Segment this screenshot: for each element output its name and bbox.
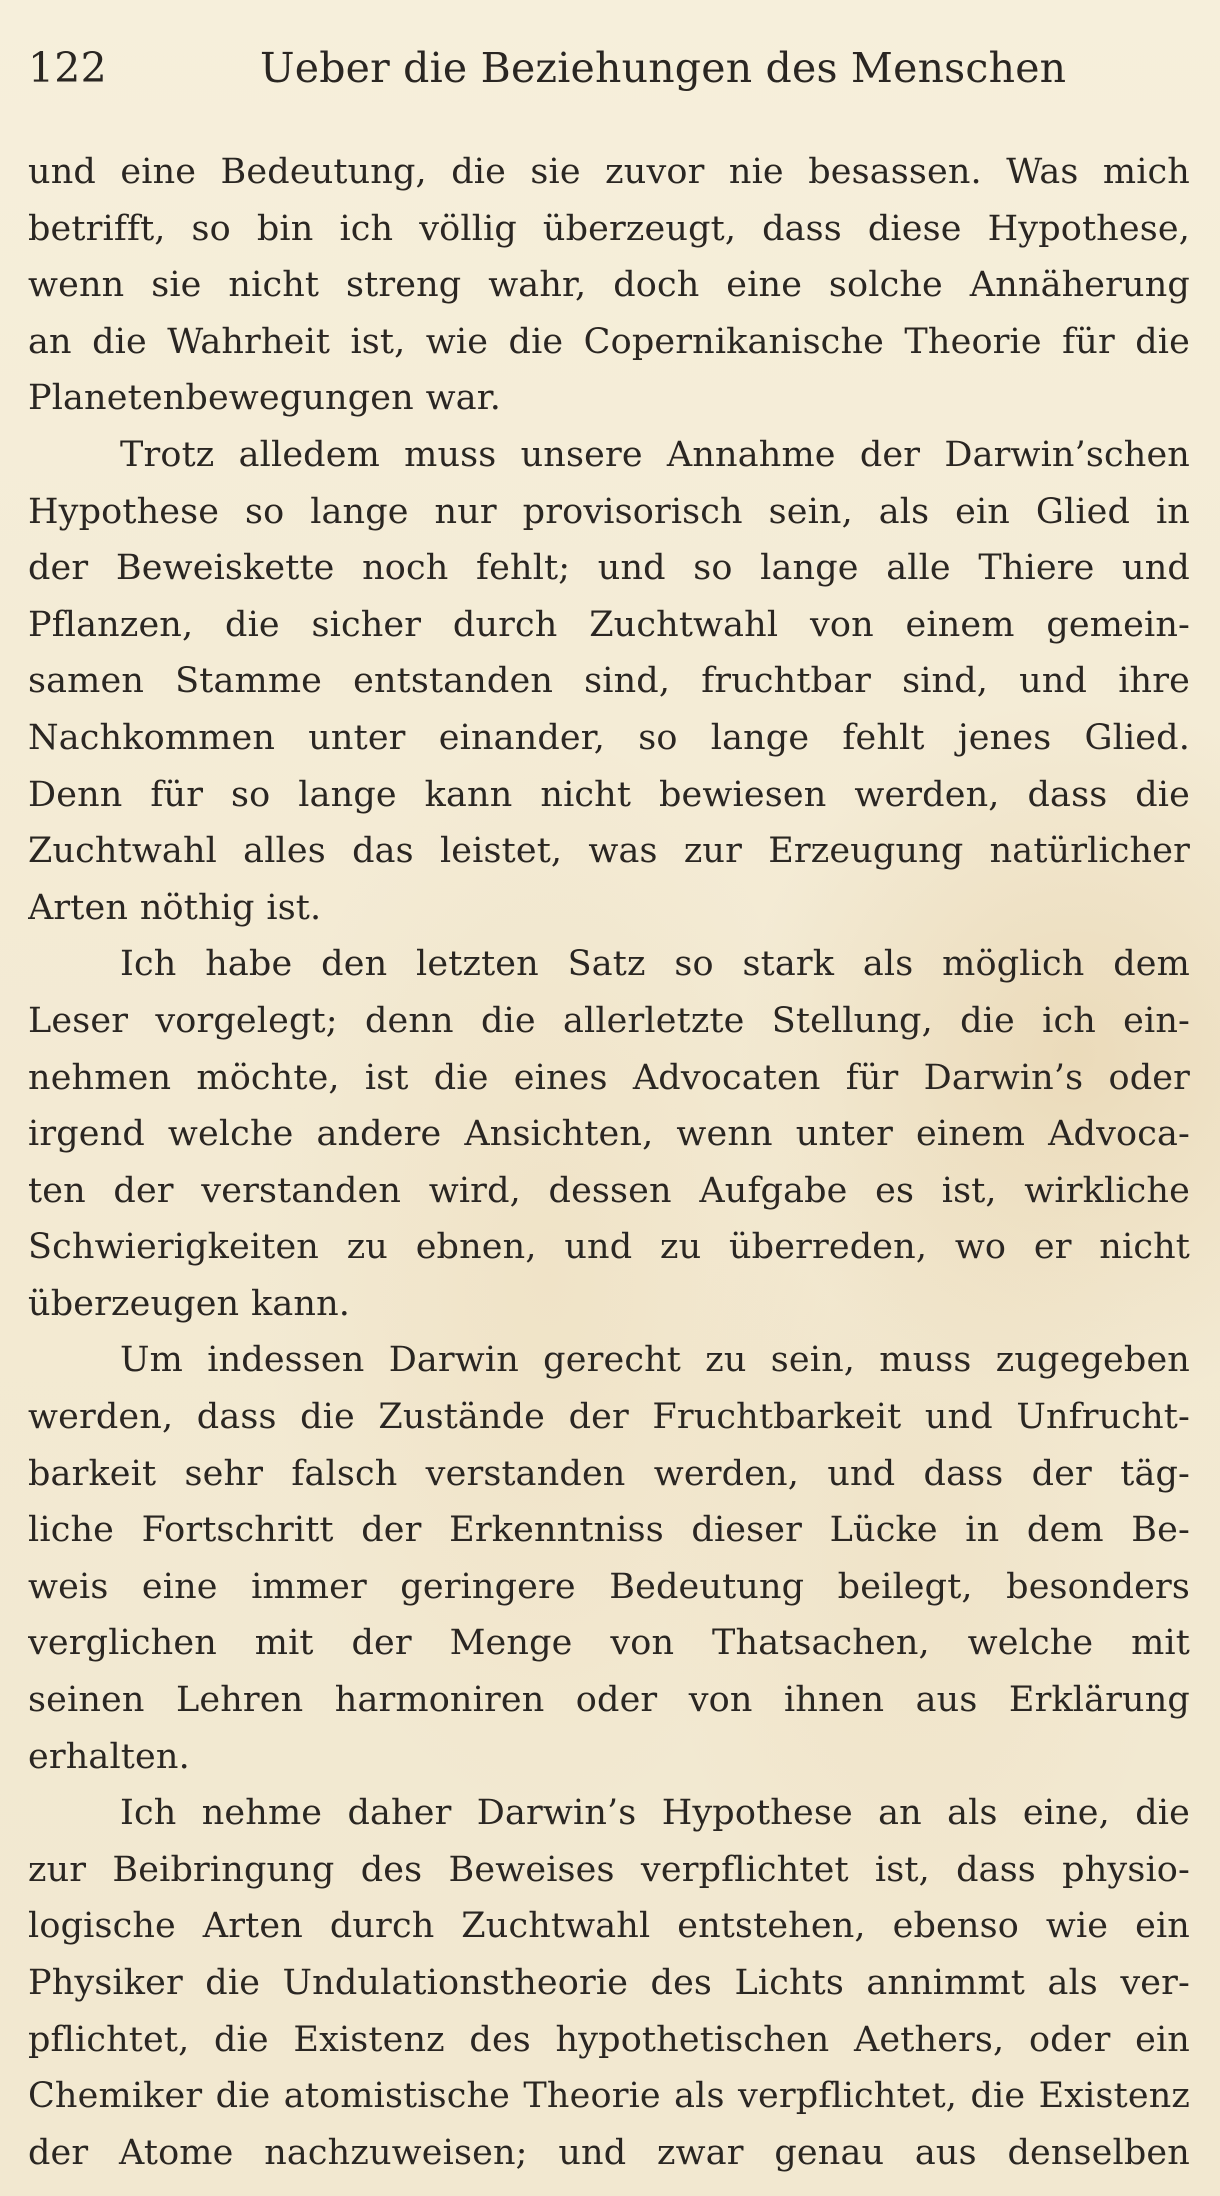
paragraph-start-line: Trotz alledem muss unsere Annahme der Darwin’schen — [120, 434, 1190, 475]
text-line: liche Fortschritt der Erkenntniss dieser Lücke in dem Be- — [28, 1510, 1190, 1551]
paragraph-start-line: Um indessen Darwin gerecht zu sein, muss zugegeben — [120, 1340, 1190, 1381]
text-line: werden, dass die Zustände der Fruchtbarkeit und Unfrucht- — [28, 1397, 1190, 1438]
text-line: Physiker die Undulationstheorie des Lichts annimmt als ver- — [28, 1963, 1190, 2003]
text-line: ten der verstanden wird, dessen Aufgabe es ist, wirkliche — [28, 1170, 1190, 1211]
page-header — [28, 44, 1190, 108]
text-line: Leser vorgelegt; denn die allerletzte Stellung, die ich ein- — [28, 1000, 1190, 1041]
text-line: Planetenbewegungen war. — [28, 378, 502, 419]
text-line: pflichtet, die Existenz des hypothetischen Aethers, oder ein — [28, 2019, 1190, 2060]
text-line: zur Beibringung des Beweises verpflichtet ist, dass physio- — [28, 1849, 1190, 1890]
paragraph-start-line: Ich habe den letzten Satz so stark als möglich dem — [120, 944, 1190, 985]
text-line: Zuchtwahl alles das leistet, was zur Erzeugung natürlicher — [28, 831, 1190, 872]
text-line: erhalten. — [28, 1736, 190, 1777]
text-line: an die Wahrheit ist, wie die Copernikanische Theorie für die — [28, 321, 1190, 362]
text-line: betrifft, so bin ich völlig überzeugt, dass diese Hypothese, — [28, 208, 1190, 249]
text-line: Pflanzen, die sicher durch Zuchtwahl von einem gemein- — [28, 604, 1190, 645]
text-line: Chemiker die atomistische Theorie als verpflichtet, die Existenz — [28, 2076, 1190, 2117]
text-line: Nachkommen unter einander, so lange fehlt jenes Glied. — [28, 717, 1190, 758]
paragraph-start-line: Ich nehme daher Darwin’s Hypothese an als eine, die — [120, 1793, 1190, 1834]
text-line: barkeit sehr falsch verstanden werden, und dass der täg- — [28, 1453, 1190, 1494]
text-line: samen Stamme entstanden sind, fruchtbar sind, und ihre — [28, 661, 1190, 702]
text-line: irgend welche andere Ansichten, wenn unter einem Advoca- — [28, 1114, 1190, 1155]
text-line: wenn sie nicht streng wahr, doch eine solche Annäherung — [28, 265, 1190, 306]
text-line: nehmen möchte, ist die eines Advocaten für Darwin’s oder — [28, 1057, 1190, 1098]
text-line: Schwierigkeiten zu ebnen, und zu überreden, wo er nicht — [28, 1227, 1190, 1268]
text-line: der Beweiskette noch fehlt; und so lange alle Thiere und — [28, 548, 1190, 589]
text-line: überzeugen kann. — [28, 1283, 351, 1324]
text-line: Hypothese so lange nur provisorisch sein, als ein Glied in — [28, 491, 1190, 532]
page-number: 122 — [28, 44, 107, 92]
text-line: logische Arten durch Zuchtwahl entstehen, ebenso wie ein — [28, 1906, 1190, 1947]
text-line: Denn für so lange kann nicht bewiesen werden, dass die — [28, 774, 1190, 815]
text-line: seinen Lehren harmoniren oder von ihnen aus Erklärung — [28, 1680, 1190, 1721]
text-line: verglichen mit der Menge von Thatsachen, welche mit — [28, 1623, 1190, 1664]
text-line: Arten nöthig ist. — [28, 887, 322, 928]
running-title: Ueber die Beziehungen des Menschen — [260, 44, 1067, 92]
body-text — [28, 144, 1190, 2181]
text-line: der Atome nachzuweisen; und zwar genau aus denselben — [28, 2132, 1190, 2173]
text-line: weis eine immer geringere Bedeutung beilegt, besonders — [28, 1566, 1190, 1607]
text-line: und eine Bedeutung, die sie zuvor nie besassen. Was mich — [28, 152, 1190, 192]
